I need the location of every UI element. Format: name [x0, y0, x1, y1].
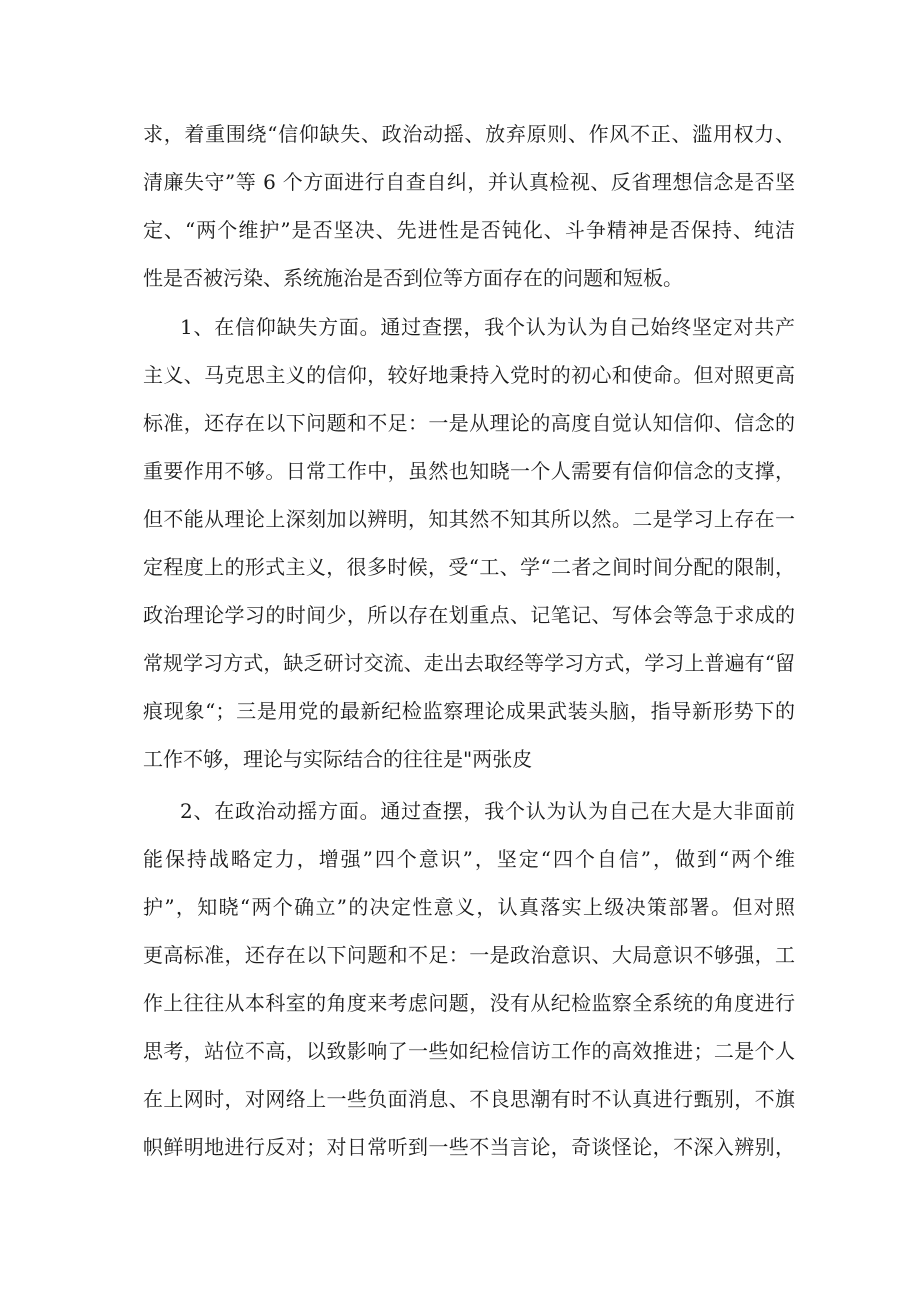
text-line: 政治理论学习的时间少，所以存在划重点、记笔记、写体会等急于求成的: [143, 603, 795, 627]
text-line: 更高标准，还存在以下问题和不足：一是政治意识、大局意识不够强，工: [143, 943, 795, 967]
text-line: 痕现象“；三是用党的最新纪检监察理论成果武装头脑，指导新形势下的: [143, 699, 795, 723]
text-line: 能保持战略定力，增强”四个意识”，坚定“四个自信”，做到“两个维: [143, 847, 795, 871]
text-line: 但不能从理论上深刻加以辨明，知其然不知其所以然。二是学习上存在一: [143, 507, 795, 531]
text-line: 作上往往从本科室的角度来考虑问题，没有从纪检监察全系统的角度进行: [143, 991, 795, 1015]
text-line: 护”，知晓“两个确立”的决定性意义，认真落实上级决策部署。但对照: [143, 895, 795, 919]
text-line: 清廉失守”等 6 个方面进行自查自纠，并认真检视、反省理想信念是否坚: [143, 170, 795, 194]
text-line: 工作不够，理论与实际结合的往往是"两张皮: [143, 747, 533, 771]
text-line: 帜鲜明地进行反对；对日常听到一些不当言论，奇谈怪论，不深入辨别，: [143, 1135, 795, 1159]
text-line: 定、“两个维护”是否坚决、先进性是否钝化、斗争精神是否保持、纯洁: [143, 218, 795, 242]
text-line: 2、在政治动摇方面。通过查摆，我个认为认为自己在大是大非面前: [180, 799, 795, 823]
text-line: 1、在信仰缺失方面。通过查摆，我个认为认为自己始终坚定对共产: [180, 315, 795, 339]
text-line: 主义、马克思主义的信仰，较好地秉持入党时的初心和使命。但对照更高: [143, 363, 795, 387]
text-line: 思考，站位不高，以致影响了一些如纪检信访工作的高效推进；二是个人: [143, 1039, 795, 1063]
text-line: 定程度上的形式主义，很多时候，受“工、学“二者之间时间分配的限制，: [143, 555, 795, 579]
text-line: 重要作用不够。日常工作中，虽然也知晓一个人需要有信仰信念的支撑，: [143, 459, 795, 483]
text-line: 标准，还存在以下问题和不足：一是从理论的高度自觉认知信仰、信念的: [143, 411, 795, 435]
text-line: 在上网时，对网络上一些负面消息、不良思潮有时不认真进行甄别，不旗: [143, 1087, 795, 1111]
text-line: 常规学习方式，缺乏研讨交流、走出去取经等学习方式，学习上普遍有“留: [143, 651, 795, 675]
text-line: 求，着重围绕“信仰缺失、政治动摇、放弃原则、作风不正、滥用权力、: [143, 122, 795, 146]
text-line: 性是否被污染、系统施治是否到位等方面存在的问题和短板。: [143, 266, 683, 290]
